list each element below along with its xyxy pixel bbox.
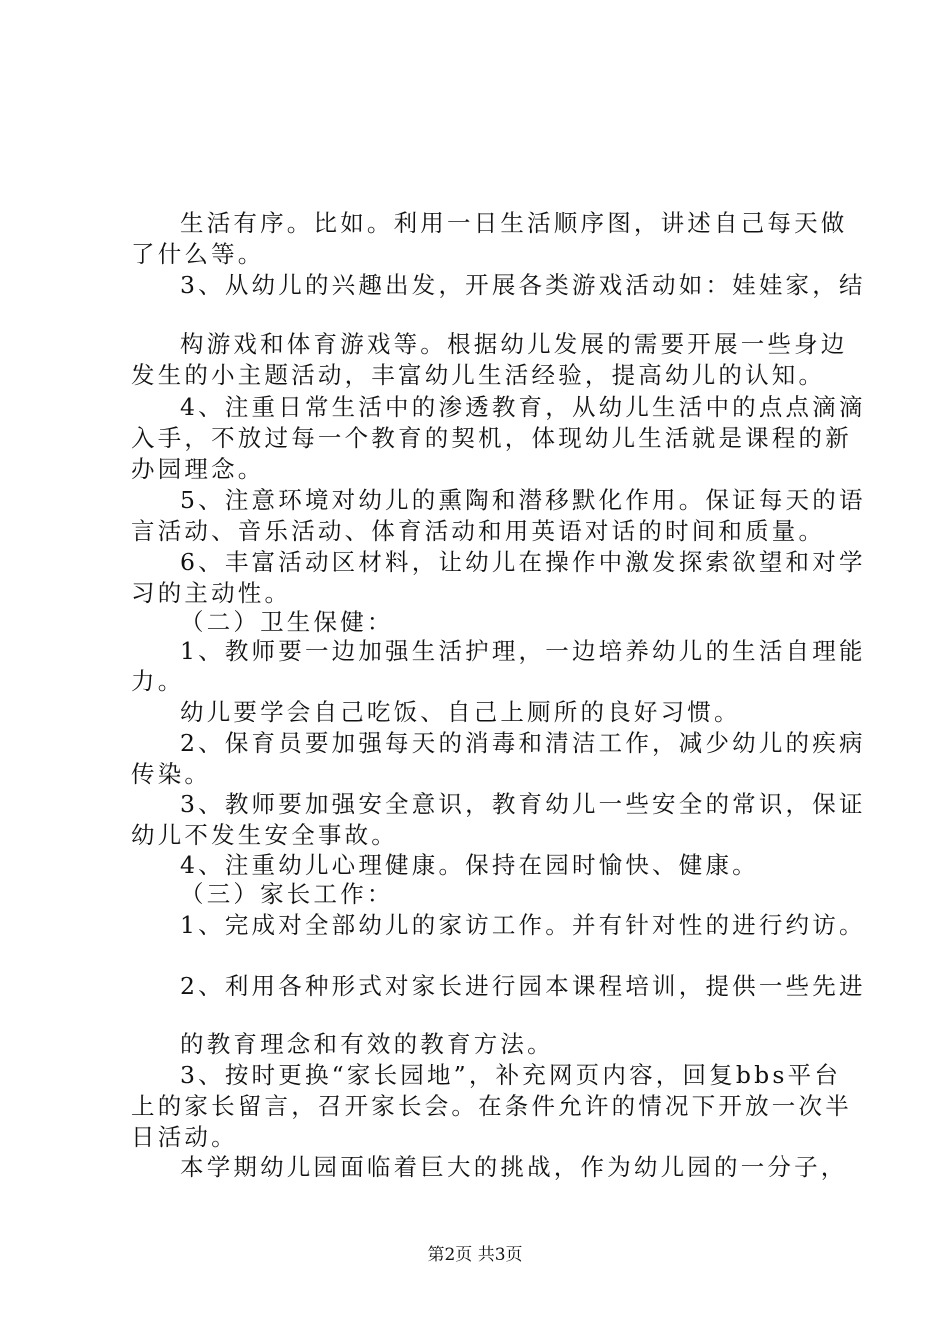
text-line: 1、教师要一边加强生活护理，一边培养幼儿的生活自理能 [180,637,866,665]
text-line: 3、按时更换“家长园地”，补充网页内容，回复bbs平台 [180,1061,842,1089]
text-line: 入手，不放过每一个教育的契机，体现幼儿生活就是课程的新 [131,424,852,452]
text-line: 本学期幼儿园面临着巨大的挑战，作为幼儿园的一分子， [180,1153,848,1181]
text-line: 发生的小主题活动，丰富幼儿生活经验，提高幼儿的认知。 [131,361,826,389]
text-line: 上的家长留言，召开家长会。在条件允许的情况下开放一次半 [131,1092,852,1120]
text-line: 日活动。 [131,1123,238,1151]
text-line: 4、注重幼儿心理健康。保持在园时愉快、健康。 [180,851,759,879]
text-line: 生活有序。比如。利用一日生活顺序图，讲述自己每天做 [180,209,848,237]
text-line: 1、完成对全部幼儿的家访工作。并有针对性的进行约访。 [180,911,866,939]
section-heading: （三）家长工作： [180,880,394,908]
text-line: 6、丰富活动区材料，让幼儿在操作中激发探索欲望和对学 [180,548,866,576]
text-line: 习的主动性。 [131,579,292,607]
text-line: 办园理念。 [131,455,265,483]
text-line: 的教育理念和有效的教育方法。 [180,1030,554,1058]
text-line: 构游戏和体育游戏等。根据幼儿发展的需要开展一些身边 [180,330,848,358]
text-line: 力。 [131,667,185,695]
text-line: 2、保育员要加强每天的消毒和清洁工作，减少幼儿的疾病 [180,729,866,757]
text-line: 5、注意环境对幼儿的熏陶和潜移默化作用。保证每天的语 [180,486,866,514]
section-heading: （二）卫生保健： [180,608,394,636]
text-line: 传染。 [131,760,212,788]
page-footer: 第2页 共3页 [427,1245,523,1265]
text-line: 了什么等。 [131,240,265,268]
text-line: 4、注重日常生活中的渗透教育，从幼儿生活中的点点滴滴 [180,393,866,421]
text-line: 幼儿要学会自己吃饭、自己上厕所的良好习惯。 [180,698,741,726]
text-line: 3、教师要加强安全意识，教育幼儿一些安全的常识，保证 [180,790,866,818]
text-line: 幼儿不发生安全事故。 [131,821,398,849]
text-line: 3、从幼儿的兴趣出发，开展各类游戏活动如：娃娃家，结 [180,271,866,299]
text-line: 言活动、音乐活动、体育活动和用英语对话的时间和质量。 [131,517,826,545]
text-line: 2、利用各种形式对家长进行园本课程培训，提供一些先进 [180,972,866,1000]
